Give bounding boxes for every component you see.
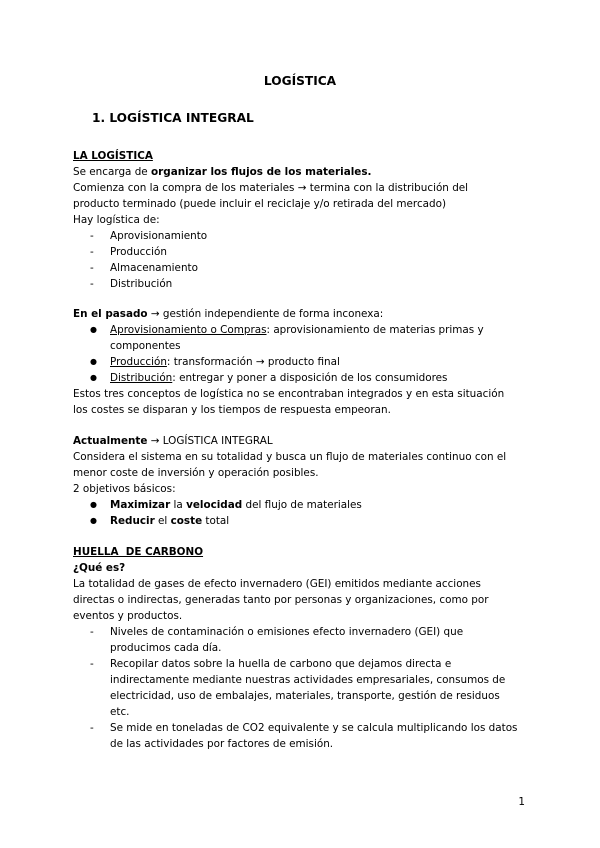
list-item: ● Distribución: entregar y poner a disposición de los consumidores (90, 372, 448, 384)
paragraph-line: Comienza con la compra de los materiales → termina con la distribución del (73, 182, 469, 194)
paragraph-line: Considera el sistema en su totalidad y busca un flujo de materiales continuo con el (73, 451, 507, 463)
list-item-continuation: electricidad, uso de embalajes, materiales, transporte, gestión de residuos (110, 690, 500, 702)
list-item: ● Reducir el coste total (90, 515, 230, 527)
paragraph-line: directas o indirectas, generadas tanto por personas y organizaciones, como por (73, 594, 489, 606)
list-item: - Niveles de contaminación o emisiones efecto invernadero (GEI) que (90, 626, 464, 638)
paragraph-line: Actualmente → LOGÍSTICA INTEGRAL (73, 435, 273, 447)
list-item: - Distribución (90, 278, 173, 290)
list-item-continuation: componentes (110, 340, 181, 352)
list-item: - Se mide en toneladas de CO2 equivalente y se calcula multiplicando los datos (90, 722, 518, 734)
paragraph-line: Hay logística de: (73, 214, 160, 226)
list-item: - Recopilar datos sobre la huella de carbono que dejamos directa e (90, 658, 452, 670)
page-number: 1 (518, 796, 525, 808)
list-item-continuation: etc. (110, 706, 130, 718)
subsection-title-la-logistica: LA LOGÍSTICA (73, 150, 153, 162)
paragraph-line: 2 objetivos básicos: (73, 483, 176, 495)
list-item-continuation: de las actividades por factores de emisión. (110, 738, 334, 750)
paragraph-line: En el pasado → gestión independiente de forma inconexa: (73, 308, 384, 320)
list-item-continuation: producimos cada día. (110, 642, 222, 654)
paragraph-line: eventos y productos. (73, 610, 183, 622)
list-item: - Producción (90, 246, 167, 258)
paragraph-line: Estos tres conceptos de logística no se encontraban integrados y en esta situación (73, 388, 505, 400)
list-item: - Aprovisionamiento (90, 230, 208, 242)
list-item: - Almacenamiento (90, 262, 198, 274)
subsection-title-huella-de-carbono: HUELLA DE CARBONO (73, 546, 204, 558)
paragraph-line: producto terminado (puede incluir el reciclaje y/o retirada del mercado) (73, 198, 447, 210)
list-item: ● Maximizar la velocidad del flujo de materiales (90, 499, 362, 511)
page-title: LOGÍSTICA (263, 74, 337, 88)
question-heading: ¿Qué es? (73, 562, 126, 574)
paragraph-line: La totalidad de gases de efecto invernadero (GEI) emitidos mediante acciones (73, 578, 481, 590)
section-heading-logistica-integral: 1. LOGÍSTICA INTEGRAL (92, 111, 254, 125)
paragraph-line: los costes se disparan y los tiempos de respuesta empeoran. (73, 404, 391, 416)
list-item: ● Aprovisionamiento o Compras: aprovisionamiento de materias primas y (90, 324, 484, 336)
list-item-continuation: indirectamente mediante nuestras actividades empresariales, consumos de (110, 674, 506, 686)
paragraph-line: menor coste de inversión y operación posibles. (73, 467, 319, 479)
list-item: ● Producción: transformación → producto final (90, 356, 340, 368)
paragraph-line: Se encarga de organizar los flujos de los materiales. (73, 166, 372, 178)
